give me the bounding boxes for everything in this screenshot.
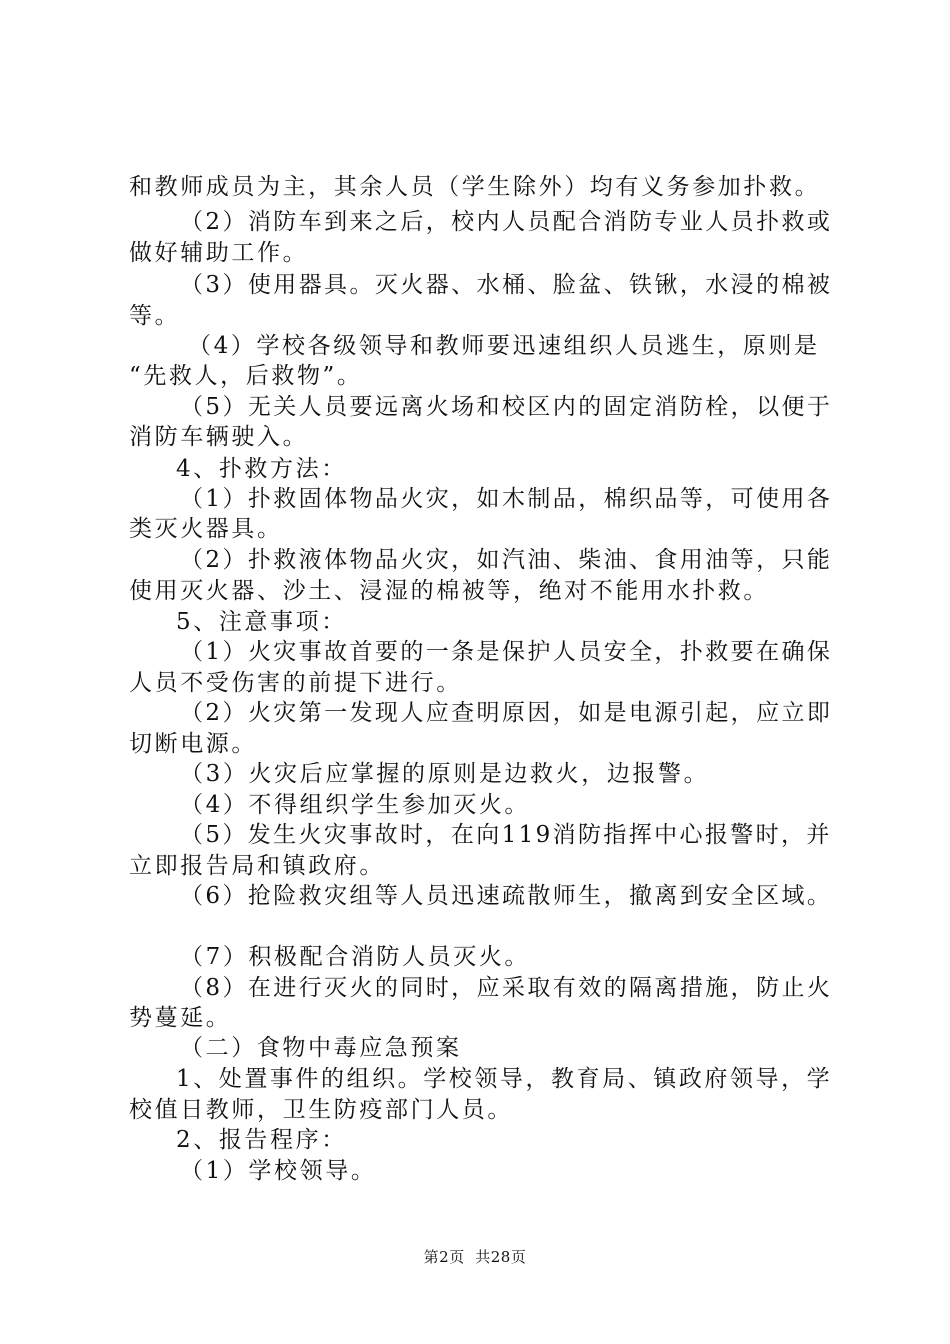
text-line: 1、处置事件的组织。学校领导，教育局、镇政府领导，学 [176,1066,833,1092]
text-line: （2）消防车到来之后，校内人员配合消防专业人员扑救或 [180,209,833,235]
section-heading: （二）食物中毒应急预案 [180,1035,462,1061]
text-line: 消防车辆驶入。 [129,424,309,450]
text-line: 人员不受伤害的前提下进行。 [129,670,462,696]
text-line: （4）不得组织学生参加灭火。 [180,792,531,818]
text-line: 势蔓延。 [129,1005,232,1031]
text-line: （7）积极配合消防人员灭火。 [180,944,531,970]
text-line: （2）扑救液体物品火灾，如汽油、柴油、食用油等，只能 [180,547,833,573]
text-line: （3）火灾后应掌握的原则是边救火，边报警。 [180,761,710,787]
text-line: “先救人，后救物”。 [129,363,363,389]
text-line: 切断电源。 [129,731,257,757]
text-line: 等。 [129,303,181,329]
text-line: （2）火灾第一发现人应查明原因，如是电源引起，应立即 [180,700,833,726]
text-line: （1）火灾事故首要的一条是保护人员安全，扑救要在确保 [180,639,833,665]
text-line: 做好辅助工作。 [129,240,309,266]
text-line: 使用灭火器、沙土、浸湿的棉被等，绝对不能用水扑救。 [129,578,769,604]
text-line: （4）学校各级领导和教师要迅速组织人员逃生，原则是 [188,333,820,359]
text-line: （3）使用器具。灭火器、水桶、脸盆、铁锹，水浸的棉被 [180,272,833,298]
text-line: 校值日教师，卫生防疫部门人员。 [129,1097,513,1123]
text-line: （1）扑救固体物品火灾，如木制品，棉织品等，可使用各 [180,486,833,512]
section-heading: 2、报告程序： [176,1127,347,1153]
text-line: （5）发生火灾事故时，在向119消防指挥中心报警时，并 [180,822,832,848]
text-line: （8）在进行灭火的同时，应采取有效的隔离措施，防止火 [180,975,833,1001]
text-line: （6）抢险救灾组等人员迅速疏散师生，撤离到安全区域。 [180,883,833,909]
text-line: 类灭火器具。 [129,516,283,542]
section-heading: 5、注意事项： [176,609,347,635]
page-number-footer: 第2页 共28页 [423,1248,527,1266]
section-heading: 4、扑救方法： [176,456,347,482]
text-line: 立即报告局和镇政府。 [129,853,385,879]
text-line: （1）学校领导。 [180,1158,377,1184]
text-line: （5）无关人员要远离火场和校区内的固定消防栓，以便于 [180,394,833,420]
text-line: 和教师成员为主，其余人员（学生除外）均有义务参加扑救。 [129,174,821,200]
